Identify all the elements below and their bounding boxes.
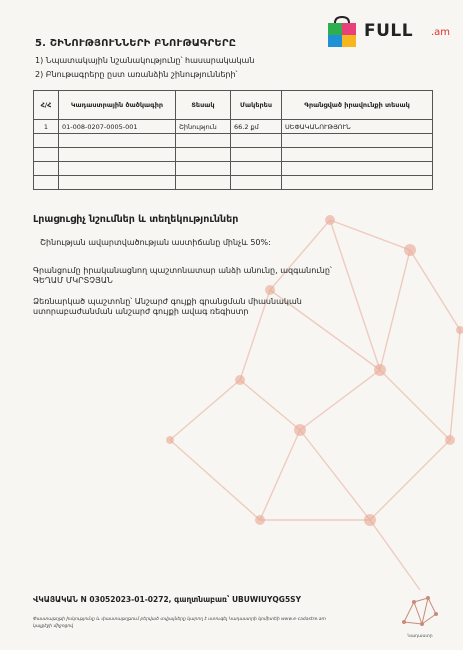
cell-type (176, 176, 231, 190)
cell-cadastral-code (59, 176, 176, 190)
cadastre-logo-icon (396, 592, 442, 630)
cell-cadastral-code (59, 134, 176, 148)
cell-type (176, 134, 231, 148)
table-row (34, 134, 433, 148)
registrar-position-note: Ձեռնարկած պաշտոնը՝ Անշարժ գույքի գրանցման միասնական ստորաբաժանման անշարժ գույքի ավագ ռեգիստր (33, 297, 302, 317)
cell-type (176, 148, 231, 162)
cell-area (231, 148, 282, 162)
table-row (34, 120, 433, 134)
certificate-code: ՎԿԱՅԱԿԱՆ N 03052023-01-0272, գաղտնաբառ՝ UBUWIUYQG5SY (33, 595, 302, 604)
completion-note: Շինության ավարտվածության աստիճանը մինչև 50%: (40, 238, 271, 247)
additional-notes-title: Լրացուցիչ նշումներ և տեղեկություններ (33, 214, 239, 225)
header-number: Հ/Հ (34, 91, 59, 120)
shopping-bag-icon (324, 14, 360, 50)
logo-brand: FULL (364, 21, 414, 41)
cell-area (231, 176, 282, 190)
cell-number (34, 148, 59, 162)
cell-right-type (282, 176, 433, 190)
cell-right-type (282, 134, 433, 148)
buildings-table (33, 90, 433, 190)
section-title: 5. ՇԻՆՈՒԹՅՈՒՆՆԵՐԻ ԲՆՈՒԹԱԳՐԵՐԸ (35, 38, 237, 49)
cell-right-type (282, 162, 433, 176)
cell-area (231, 134, 282, 148)
table-row (34, 176, 433, 190)
cell-type: Շինություն (176, 120, 231, 134)
cell-number (34, 162, 59, 176)
cell-cadastral-code (59, 148, 176, 162)
registrar-name-note: Գրանցումը իրականացնող պաշտոնատար անձի անունը, ազգանունը՝ ԳԵՂԱՄ ՄԿՐՏՉՅԱՆ (33, 266, 332, 286)
cadastre-label: Կադաստր (407, 634, 433, 639)
cell-cadastral-code: 01-008-0207-0005-001 (59, 120, 176, 134)
table-row (34, 162, 433, 176)
cell-right-type: ՍԵՓԱԿԱՆՈՒԹՅՈՒՆ (282, 120, 433, 134)
header-area: Մակերես (231, 91, 282, 120)
verification-note: Փաստաթղթի իսկությունը և փաստաթղթում բերված տվյալները կարող է ստուգել Կադաստրի կոմիտեի www.e-cadastre.am կայքէջի միջոցով (33, 617, 326, 629)
header-right-type: Գրանցված իրավունքի տեսակ (282, 91, 433, 120)
logo-domain: .am (431, 27, 451, 38)
cell-number (34, 176, 59, 190)
header-type: Տեսակ (176, 91, 231, 120)
cell-type (176, 162, 231, 176)
cell-cadastral-code (59, 162, 176, 176)
table-row (34, 148, 433, 162)
header-cadastral-code: Կադաստրային ծածկագիր (59, 91, 176, 120)
table-header-row (34, 91, 433, 120)
purpose-line: 1) Նպատակային նշանակությունը՝ հասարակական (35, 56, 255, 65)
cell-number: 1 (34, 120, 59, 134)
characteristics-line: 2) Բնութագրերը ըստ առանձին շինությունների՝ (35, 70, 238, 79)
cell-right-type (282, 148, 433, 162)
full-am-logo (324, 14, 459, 50)
cell-area: 66.2 քմ (231, 120, 282, 134)
cell-number (34, 134, 59, 148)
cell-area (231, 162, 282, 176)
